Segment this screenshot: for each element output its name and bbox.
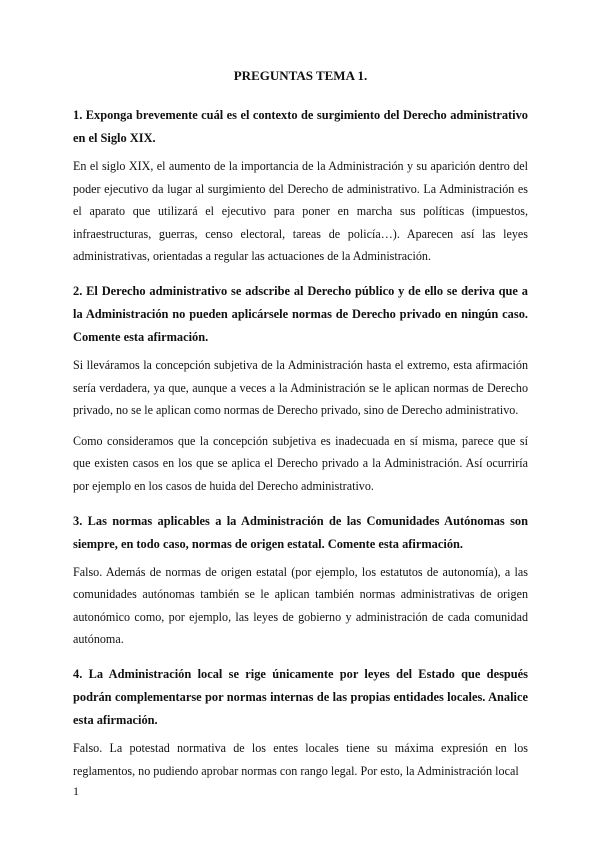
question-section-4: [73, 663, 528, 782]
question-heading: 2. El Derecho administrativo se adscribe al Derecho público y de ello se deriva que a la Administración no pueden aplicársele normas de Derecho privado en ningún caso. Comente esta afirmación.: [73, 283, 528, 344]
answer-paragraph: Falso. Además de normas de origen estatal (por ejemplo, los estatutos de autonomía), a las comunidades autónomas también se le aplican también normas administrativas de origen autonómico como, por ejemplo, las leyes de gobierno y administración de cada comunidad autónoma.: [73, 564, 528, 647]
question-section-1: [73, 104, 528, 268]
document-page: [73, 66, 528, 794]
question-heading: 1. Exponga brevemente cuál es el contexto de surgimiento del Derecho administrativo en el Siglo XIX.: [73, 108, 528, 145]
question-section-2: [73, 280, 528, 498]
answer-paragraph: Falso. La potestad normativa de los entes locales tiene su máxima expresión en los reglamentos, no pudiendo aprobar normas con rango legal. Por esto, la Administración local: [73, 740, 528, 778]
answer-paragraph: Como consideramos que la concepción subjetiva es inadecuada en sí misma, parece que sí que existen casos en los que se aplica el Derecho privado a la Administración. Así ocurriría por ejemplo en los casos de huida del Derecho administrativo.: [73, 433, 528, 493]
answer-paragraph: En el siglo XIX, el aumento de la importancia de la Administración y su aparición dentro del poder ejecutivo da lugar al surgimiento del Derecho de administrativo. La Administración es el aparato que utilizará el ejecutivo para poner en marcha sus políticas (impuestos, infraestructuras, guerras, censo electoral, tareas de policía…). Aparecen así las leyes administrativas, orientadas a regular las actuaciones de la Administración.: [73, 159, 528, 264]
document-title: PREGUNTAS TEMA 1.: [233, 68, 368, 83]
question-section-3: [73, 510, 528, 651]
question-heading: 4. La Administración local se rige únicamente por leyes del Estado que después podrán complementarse por normas internas de las propias entidades locales. Analice esta afirmación.: [73, 666, 528, 727]
question-heading: 3. Las normas aplicables a la Administración de las Comunidades Autónomas son siempre, en todo caso, normas de origen estatal. Comente esta afirmación.: [73, 513, 528, 551]
answer-paragraph: Si lleváramos la concepción subjetiva de la Administración hasta el extremo, esta afirmación sería verdadera, ya que, aunque a veces a la Administración se le aplican normas de Derecho privado, no se le aplican como normas de Derecho privado, sino de Derecho administrativo.: [73, 357, 528, 418]
page-number: 1: [73, 784, 79, 798]
